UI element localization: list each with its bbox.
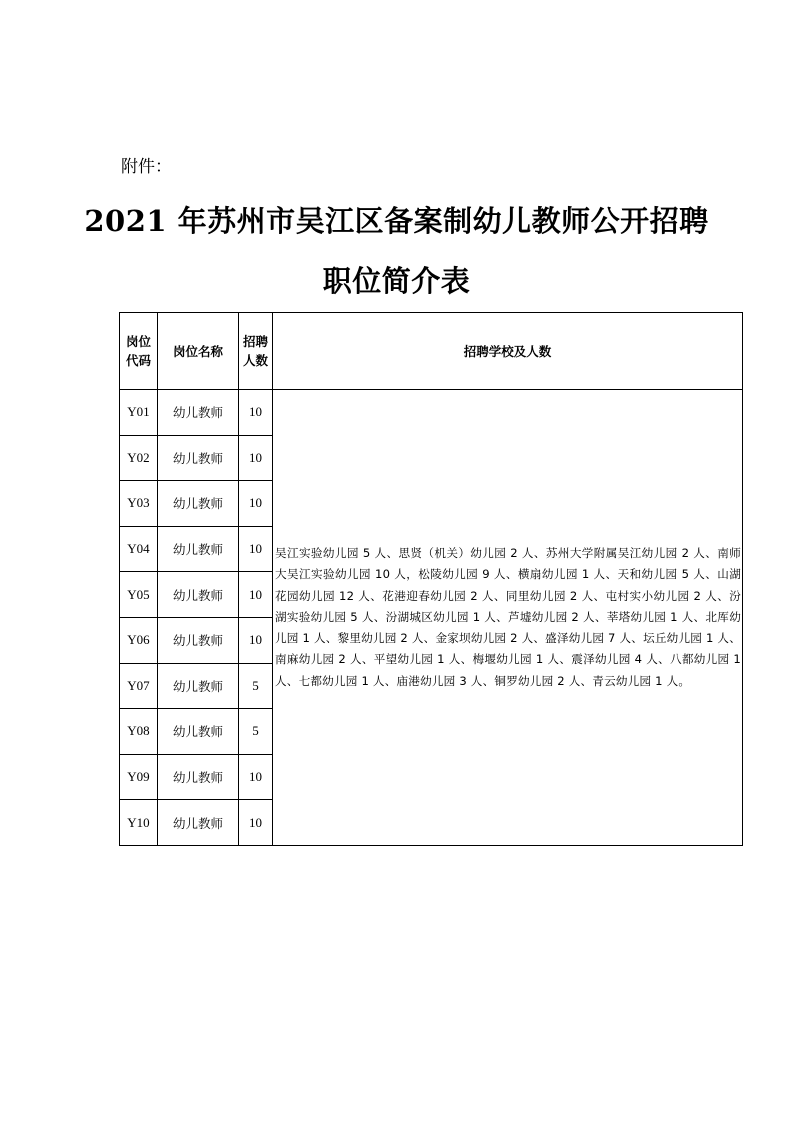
hiring-count-cell: 5: [239, 709, 273, 755]
position-code-cell: Y03: [120, 481, 158, 527]
table-header-row: [120, 313, 743, 390]
header-hiring-count: 招聘人数: [239, 313, 273, 390]
position-name-cell: 幼儿教师: [158, 390, 239, 436]
position-name-cell: 幼儿教师: [158, 663, 239, 709]
position-name-cell: 幼儿教师: [158, 617, 239, 663]
hiring-count-cell: 10: [239, 572, 273, 618]
position-name-cell: 幼儿教师: [158, 800, 239, 846]
position-code-cell: Y02: [120, 435, 158, 481]
table-row: [120, 390, 743, 436]
position-code-cell: Y08: [120, 709, 158, 755]
attachment-label: 附件：: [121, 157, 172, 177]
position-code-cell: Y09: [120, 754, 158, 800]
hiring-count-cell: 10: [239, 754, 273, 800]
position-name-cell: 幼儿教师: [158, 526, 239, 572]
hiring-count-cell: 10: [239, 481, 273, 527]
position-name-cell: 幼儿教师: [158, 709, 239, 755]
document-title-line-2: 职位简介表: [322, 264, 471, 298]
hiring-count-cell: 10: [239, 617, 273, 663]
position-name-cell: 幼儿教师: [158, 435, 239, 481]
position-code-cell: Y04: [120, 526, 158, 572]
header-position-code: 岗位代码: [120, 313, 158, 390]
position-code-cell: Y07: [120, 663, 158, 709]
hiring-count-cell: 10: [239, 526, 273, 572]
position-table: [119, 312, 743, 846]
position-code-cell: Y06: [120, 617, 158, 663]
position-code-cell: Y05: [120, 572, 158, 618]
hiring-count-cell: 10: [239, 800, 273, 846]
header-position-name: 岗位名称: [158, 313, 239, 390]
position-code-cell: Y01: [120, 390, 158, 436]
schools-and-counts-cell: 吴江实验幼儿园 5 人、思贤（机关）幼儿园 2 人、苏州大学附属吴江幼儿园 2 人、南师大吴江实验幼儿园 10 人，松陵幼儿园 9 人、横扇幼儿园 1 人、天和幼儿园 5 人、山湖花园幼儿园 12 人、花港迎春幼儿园 2 人、同里幼儿园 2 人、屯村实小幼儿园 2 人、汾湖实验幼儿园 5 人、汾湖城区幼儿园 1 人、芦墟幼儿园 2 人、莘塔幼儿园 1 人、北厍幼儿园 1 人、黎里幼儿园 2 人、金家坝幼儿园 2 人、盛泽幼儿园 7 人、坛丘幼儿园 1 人、南麻幼儿园 2 人、平望幼儿园 1 人、梅堰幼儿园 1 人、震泽幼儿园 4 人、八都幼儿园 1 人、七都幼儿园 1 人、庙港幼儿园 3 人、铜罗幼儿园 2 人、青云幼儿园 1 人。: [273, 390, 743, 846]
position-name-cell: 幼儿教师: [158, 572, 239, 618]
header-schools-and-counts: 招聘学校及人数: [273, 313, 743, 390]
position-code-cell: Y10: [120, 800, 158, 846]
position-name-cell: 幼儿教师: [158, 754, 239, 800]
document-title-line-1: 2021 年苏州市吴江区备案制幼儿教师公开招聘: [84, 204, 709, 238]
position-name-cell: 幼儿教师: [158, 481, 239, 527]
hiring-count-cell: 5: [239, 663, 273, 709]
hiring-count-cell: 10: [239, 390, 273, 436]
hiring-count-cell: 10: [239, 435, 273, 481]
